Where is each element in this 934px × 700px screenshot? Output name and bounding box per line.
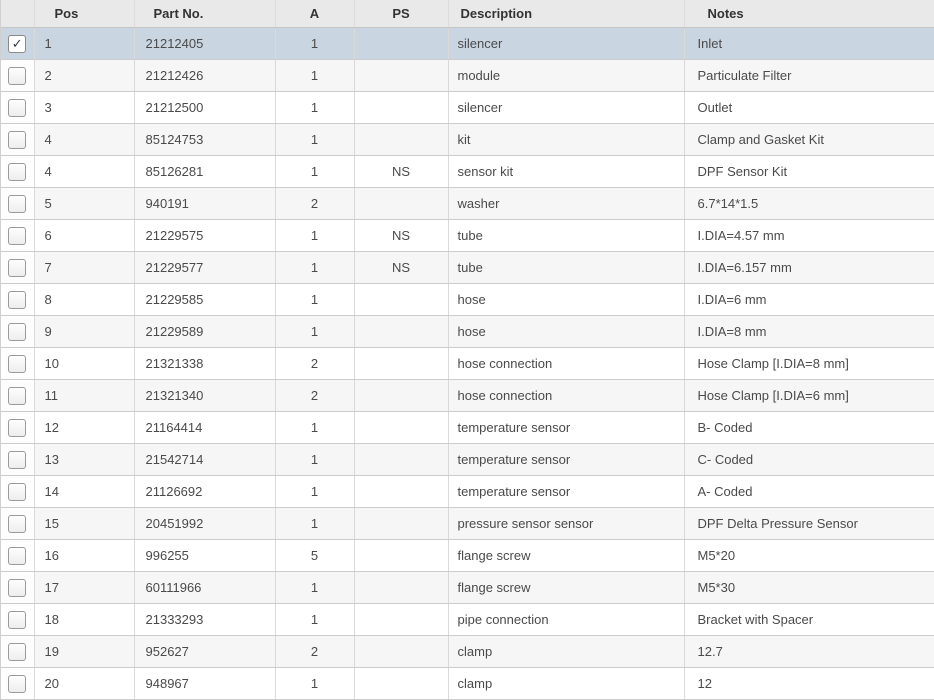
- cell-a: 5: [275, 540, 354, 572]
- cell-ps: [354, 188, 448, 220]
- cell-ps: [354, 124, 448, 156]
- cell-a: 1: [275, 124, 354, 156]
- cell-part-no: 20451992: [134, 508, 275, 540]
- cell-description: temperature sensor: [448, 444, 684, 476]
- cell-description: silencer: [448, 28, 684, 60]
- row-checkbox[interactable]: [8, 259, 26, 277]
- cell-description: temperature sensor: [448, 412, 684, 444]
- row-select-cell: [1, 220, 34, 252]
- row-checkbox[interactable]: [8, 227, 26, 245]
- cell-pos: 11: [34, 380, 134, 412]
- cell-ps: NS: [354, 220, 448, 252]
- row-checkbox[interactable]: [8, 131, 26, 149]
- row-checkbox[interactable]: [8, 675, 26, 693]
- table-row[interactable]: [1, 284, 934, 316]
- cell-pos: 5: [34, 188, 134, 220]
- cell-description: washer: [448, 188, 684, 220]
- row-select-cell: [1, 60, 34, 92]
- cell-ps: [354, 668, 448, 700]
- cell-part-no: 21229589: [134, 316, 275, 348]
- cell-a: 1: [275, 508, 354, 540]
- row-select-cell: [1, 156, 34, 188]
- cell-notes: B- Coded: [684, 412, 934, 444]
- cell-description: module: [448, 60, 684, 92]
- cell-a: 2: [275, 348, 354, 380]
- cell-part-no: 940191: [134, 188, 275, 220]
- row-select-cell: [1, 188, 34, 220]
- cell-part-no: 85126281: [134, 156, 275, 188]
- cell-pos: 17: [34, 572, 134, 604]
- row-select-cell: [1, 348, 34, 380]
- cell-pos: 1: [34, 28, 134, 60]
- parts-table: [1, 0, 934, 700]
- table-row[interactable]: [1, 380, 934, 412]
- row-checkbox[interactable]: [8, 67, 26, 85]
- cell-a: 1: [275, 412, 354, 444]
- table-row[interactable]: [1, 348, 934, 380]
- table-row[interactable]: [1, 604, 934, 636]
- row-select-cell: [1, 444, 34, 476]
- cell-a: 1: [275, 476, 354, 508]
- cell-pos: 13: [34, 444, 134, 476]
- cell-ps: [354, 60, 448, 92]
- cell-notes: A- Coded: [684, 476, 934, 508]
- table-header: [1, 0, 934, 28]
- table-row[interactable]: [1, 636, 934, 668]
- cell-a: 1: [275, 252, 354, 284]
- header-description: Description: [448, 0, 684, 28]
- cell-notes: I.DIA=4.57 mm: [684, 220, 934, 252]
- row-checkbox[interactable]: [8, 643, 26, 661]
- cell-ps: [354, 604, 448, 636]
- cell-description: silencer: [448, 92, 684, 124]
- table-row[interactable]: [1, 188, 934, 220]
- row-select-cell: [1, 540, 34, 572]
- cell-ps: NS: [354, 156, 448, 188]
- row-checkbox[interactable]: [8, 547, 26, 565]
- cell-ps: NS: [354, 252, 448, 284]
- cell-a: 1: [275, 316, 354, 348]
- cell-pos: 8: [34, 284, 134, 316]
- cell-a: 1: [275, 604, 354, 636]
- cell-ps: [354, 316, 448, 348]
- row-checkbox[interactable]: [8, 99, 26, 117]
- cell-notes: 6.7*14*1.5: [684, 188, 934, 220]
- table-row[interactable]: [1, 508, 934, 540]
- cell-pos: 16: [34, 540, 134, 572]
- cell-part-no: 21542714: [134, 444, 275, 476]
- cell-description: pressure sensor sensor: [448, 508, 684, 540]
- cell-part-no: 21229577: [134, 252, 275, 284]
- header-select: [1, 0, 34, 28]
- cell-description: kit: [448, 124, 684, 156]
- row-checkbox[interactable]: [8, 579, 26, 597]
- cell-a: 1: [275, 92, 354, 124]
- cell-part-no: 21126692: [134, 476, 275, 508]
- cell-part-no: 21212426: [134, 60, 275, 92]
- cell-a: 2: [275, 380, 354, 412]
- row-select-cell: [1, 284, 34, 316]
- cell-ps: [354, 476, 448, 508]
- cell-ps: [354, 412, 448, 444]
- row-select-cell: [1, 28, 34, 60]
- table-row[interactable]: [1, 220, 934, 252]
- cell-pos: 19: [34, 636, 134, 668]
- row-checkbox[interactable]: [8, 323, 26, 341]
- cell-notes: C- Coded: [684, 444, 934, 476]
- cell-pos: 2: [34, 60, 134, 92]
- cell-description: pipe connection: [448, 604, 684, 636]
- row-select-cell: [1, 508, 34, 540]
- cell-pos: 15: [34, 508, 134, 540]
- row-select-cell: [1, 316, 34, 348]
- cell-pos: 4: [34, 124, 134, 156]
- cell-description: sensor kit: [448, 156, 684, 188]
- row-select-cell: [1, 380, 34, 412]
- cell-description: temperature sensor: [448, 476, 684, 508]
- row-select-cell: [1, 636, 34, 668]
- cell-a: 2: [275, 188, 354, 220]
- cell-ps: [354, 92, 448, 124]
- cell-a: 1: [275, 156, 354, 188]
- cell-pos: 7: [34, 252, 134, 284]
- row-checkbox[interactable]: [8, 611, 26, 629]
- cell-ps: [354, 284, 448, 316]
- header-a: A: [275, 0, 354, 28]
- cell-ps: [354, 28, 448, 60]
- cell-part-no: 21212405: [134, 28, 275, 60]
- cell-a: 2: [275, 636, 354, 668]
- row-select-cell: [1, 476, 34, 508]
- cell-description: hose: [448, 284, 684, 316]
- table-row[interactable]: [1, 444, 934, 476]
- header-part-no: Part No.: [134, 0, 275, 28]
- row-select-cell: [1, 604, 34, 636]
- row-select-cell: [1, 572, 34, 604]
- cell-a: 1: [275, 668, 354, 700]
- row-checkbox[interactable]: [8, 419, 26, 437]
- cell-description: tube: [448, 220, 684, 252]
- cell-description: hose connection: [448, 380, 684, 412]
- cell-notes: Hose Clamp [I.DIA=8 mm]: [684, 348, 934, 380]
- cell-a: 1: [275, 572, 354, 604]
- cell-part-no: 21229575: [134, 220, 275, 252]
- row-checkbox[interactable]: [8, 291, 26, 309]
- cell-notes: Inlet: [684, 28, 934, 60]
- cell-ps: [354, 636, 448, 668]
- cell-notes: Particulate Filter: [684, 60, 934, 92]
- cell-description: tube: [448, 252, 684, 284]
- table-row[interactable]: [1, 412, 934, 444]
- cell-a: 1: [275, 284, 354, 316]
- table-row[interactable]: [1, 60, 934, 92]
- cell-pos: 14: [34, 476, 134, 508]
- table-row[interactable]: [1, 668, 934, 700]
- cell-ps: [354, 508, 448, 540]
- cell-notes: DPF Delta Pressure Sensor: [684, 508, 934, 540]
- table-row[interactable]: [1, 476, 934, 508]
- row-checkbox[interactable]: [8, 483, 26, 501]
- cell-description: hose: [448, 316, 684, 348]
- cell-ps: [354, 444, 448, 476]
- row-select-cell: [1, 668, 34, 700]
- cell-pos: 20: [34, 668, 134, 700]
- header-notes: Notes: [684, 0, 934, 28]
- cell-notes: I.DIA=6 mm: [684, 284, 934, 316]
- cell-notes: 12: [684, 668, 934, 700]
- cell-part-no: 948967: [134, 668, 275, 700]
- row-select-cell: [1, 252, 34, 284]
- cell-a: 1: [275, 28, 354, 60]
- header-pos: Pos: [34, 0, 134, 28]
- row-select-cell: [1, 412, 34, 444]
- cell-ps: [354, 348, 448, 380]
- table-row[interactable]: [1, 252, 934, 284]
- cell-pos: 3: [34, 92, 134, 124]
- cell-pos: 9: [34, 316, 134, 348]
- cell-part-no: 21164414: [134, 412, 275, 444]
- table-row[interactable]: [1, 316, 934, 348]
- row-checkbox[interactable]: [8, 163, 26, 181]
- table-row[interactable]: [1, 92, 934, 124]
- cell-ps: [354, 540, 448, 572]
- cell-notes: I.DIA=6.157 mm: [684, 252, 934, 284]
- table-row[interactable]: [1, 540, 934, 572]
- row-select-cell: [1, 92, 34, 124]
- cell-notes: M5*30: [684, 572, 934, 604]
- table-row[interactable]: [1, 156, 934, 188]
- cell-a: 1: [275, 220, 354, 252]
- cell-notes: M5*20: [684, 540, 934, 572]
- cell-part-no: 60111966: [134, 572, 275, 604]
- row-checkbox[interactable]: [8, 355, 26, 373]
- row-checkbox[interactable]: [8, 387, 26, 405]
- cell-notes: Bracket with Spacer: [684, 604, 934, 636]
- cell-description: clamp: [448, 636, 684, 668]
- cell-part-no: 21212500: [134, 92, 275, 124]
- row-checkbox-checked-icon[interactable]: ✓: [8, 35, 26, 53]
- cell-pos: 4: [34, 156, 134, 188]
- cell-notes: Clamp and Gasket Kit: [684, 124, 934, 156]
- cell-a: 1: [275, 444, 354, 476]
- cell-description: flange screw: [448, 540, 684, 572]
- header-ps: PS: [354, 0, 448, 28]
- cell-notes: 12.7: [684, 636, 934, 668]
- cell-description: clamp: [448, 668, 684, 700]
- cell-pos: 10: [34, 348, 134, 380]
- cell-part-no: 952627: [134, 636, 275, 668]
- cell-pos: 18: [34, 604, 134, 636]
- table-row[interactable]: [1, 124, 934, 156]
- cell-notes: Hose Clamp [I.DIA=6 mm]: [684, 380, 934, 412]
- cell-part-no: 85124753: [134, 124, 275, 156]
- cell-notes: DPF Sensor Kit: [684, 156, 934, 188]
- cell-pos: 6: [34, 220, 134, 252]
- cell-pos: 12: [34, 412, 134, 444]
- cell-part-no: 21333293: [134, 604, 275, 636]
- row-checkbox[interactable]: [8, 515, 26, 533]
- cell-description: flange screw: [448, 572, 684, 604]
- cell-ps: [354, 572, 448, 604]
- cell-notes: Outlet: [684, 92, 934, 124]
- table-row[interactable]: [1, 572, 934, 604]
- table-row[interactable]: [1, 28, 934, 60]
- cell-part-no: 21321338: [134, 348, 275, 380]
- cell-part-no: 996255: [134, 540, 275, 572]
- cell-notes: I.DIA=8 mm: [684, 316, 934, 348]
- cell-description: hose connection: [448, 348, 684, 380]
- row-checkbox[interactable]: [8, 195, 26, 213]
- row-checkbox[interactable]: [8, 451, 26, 469]
- header-row: [1, 0, 934, 28]
- cell-part-no: 21229585: [134, 284, 275, 316]
- cell-ps: [354, 380, 448, 412]
- cell-part-no: 21321340: [134, 380, 275, 412]
- row-select-cell: [1, 124, 34, 156]
- cell-a: 1: [275, 60, 354, 92]
- parts-table-body: [1, 28, 934, 700]
